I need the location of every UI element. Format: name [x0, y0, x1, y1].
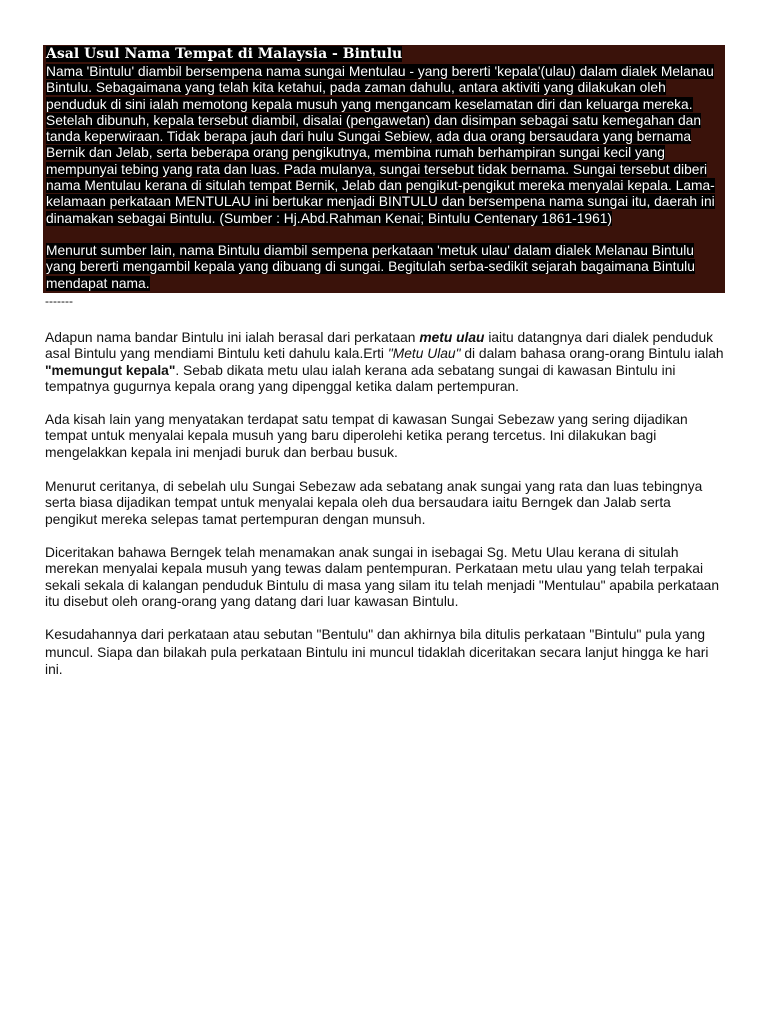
p1-term-meaning: "memungut kepala" — [45, 362, 176, 378]
quote-paragraph-2-text: Menurut sumber lain, nama Bintulu diambil sempena perkataan 'metuk ulau' dalam dialek Melanau Bintulu yang bererti mengambil kepala yang dibuang di sungai. Begitulah serba-sedikit sejarah bagaimana Bintulu mendapat nama. — [46, 243, 695, 291]
p1-text-a: Adapun nama bandar Bintulu ini ialah berasal dari perkataan — [45, 330, 420, 345]
p1-text-e: di dalam bahasa orang-orang Bintulu ialah — [460, 346, 724, 362]
quote-paragraph-1-text: Nama 'Bintulu' diambil bersempena nama sungai Mentulau - yang bererti 'kepala'(ulau) dalam dialek Melanau Bintulu. Sebagaimana yang telah kita ketahui, pada zaman dahulu, antara aktiviti yang dilakukan oleh penduduk di sini ialah memotong kepala musuh yang mengancam keselamatan diri dan keluarga mereka. Setelah dibunuh, kepala tersebut diambil, disalai (pengawetan) dan disimpan sebagai satu kemegahan dan tanda keperwiraan. Tidak berapa jauh dari hulu Sungai Sebiew, ada dua orang bersaudara yang bernama Bernik dan Jelab, serta beberapa orang pengikutnya, membina rumah berhampiran sungai kecil yang mempunyai tebing yang rata dan luas. Pada mulanya, sungai tersebut tidak bernama. Sungai tersebut diberi nama Mentulau kerana di situlah tempat Bernik, Jelab dan pengikut-pengikut mereka menyalai kepala. Lama-kelamaan perkataan MENTULAU ini bertukar menjadi BINTULU dan bersempena nama sungai itu, daerah ini dinamakan sebagai Bintulu. (Sumber : Hj.Abd.Rahman Kenai; Bintulu Centenary 1861-1961) — [46, 64, 715, 226]
p1-text-g: . Sebab dikata metu ulau ialah kerana ada sebatang sungai di kawasan Bintulu ini tempatnya gugurnya kepala orang yang dipenggal ketika dalam pertempuran. — [45, 362, 676, 395]
quote-paragraph-1 — [46, 64, 722, 227]
body-paragraph-2: Ada kisah lain yang menyatakan terdapat satu tempat di kawasan Sungai Sebezaw yang sering dijadikan tempat untuk menyalai kepala musuh yang baru diperolehi ketika perang tercetus. Ini dilakukan bagi mengelakkan kepala ini menjadi buruk dan berbau busuk. — [45, 412, 688, 460]
article-title — [46, 46, 402, 62]
highlighted-quote-box — [43, 45, 725, 293]
body-paragraph-5: Kesudahannya dari perkataan atau sebutan "Bentulu" dan akhirnya bila ditulis perkataan "Bintulu" pula yang muncul. Siapa dan bilakah pula perkataan Bintulu ini muncul tidaklah diceritakan secara lanjut hingga ke hari ini. — [45, 627, 709, 677]
article-title-text: Asal Usul Nama Tempat di Malaysia - Bintulu — [46, 46, 403, 62]
p1-text-c: iaitu datangnya dari dialek penduduk asal Bintulu yang mendiami Bintulu keti dahulu kala.Erti — [45, 330, 714, 362]
quote-paragraph-2 — [46, 243, 722, 292]
p1-term-metu-ulau: metu ulau — [419, 330, 485, 345]
separator: ------- — [45, 294, 73, 308]
body-paragraph-1 — [45, 330, 725, 396]
body-paragraph-3: Menurut ceritanya, di sebelah ulu Sungai Sebezaw ada sebatang anak sungai yang rata dan luas tebingnya serta biasa dijadikan tempat untuk menyalai kepala oleh dua bersaudara iaitu Berngek dan Jalab serta pengikut mereka selepas tamat pertempuran dengan munsuh. — [45, 479, 703, 527]
p1-term-quoted: "Metu Ulau" — [387, 346, 461, 362]
body-paragraph-4: Diceritakan bahawa Berngek telah menamakan anak sungai in isebagai Sg. Metu Ulau kerana di situlah merekan menyalai kepala musuh yang tewas dalam pentempuran. Perkataan metu ulau yang telah terpakai sekali sekala di kalangan penduduk Bintulu di masa yang silam itu telah menjadi "Mentulau" apabila perkataan itu disebut oleh orang-orang yang datang dari luar kawasan Bintulu. — [45, 545, 719, 610]
